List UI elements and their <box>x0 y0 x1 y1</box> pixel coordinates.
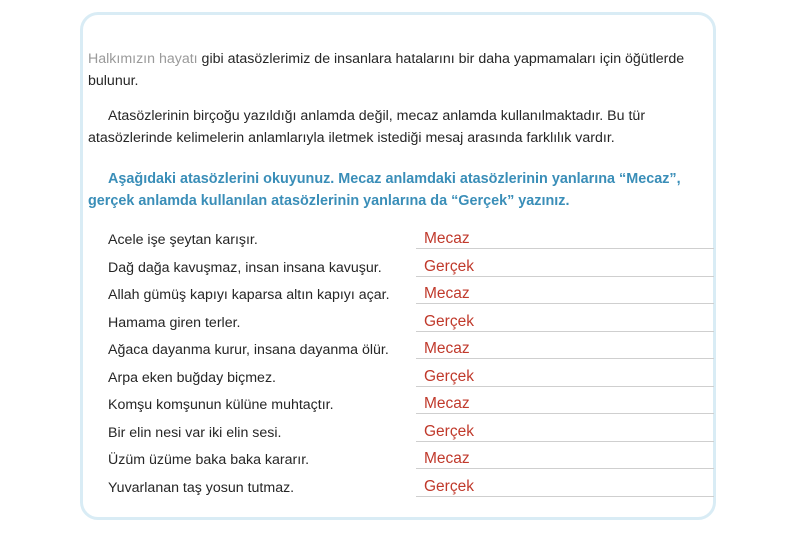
proverb-text: Acele işe şeytan karışır. <box>108 232 258 248</box>
answer-text: Mecaz <box>424 340 470 357</box>
list-item <box>108 256 714 284</box>
answer-text: Mecaz <box>424 230 470 247</box>
explanation-paragraph: Atasözlerinin birçoğu yazıldığı anlamda değil, mecaz anlamda kullanılmaktadır. Bu tür atasözlerinde kelimelerin anlamlarıyla iletmek istediği mesaj arasında farklılık vardır. <box>88 108 646 146</box>
instruction-text: Aşağıdaki atasözlerini okuyunuz. Mecaz anlamdaki atasözlerinin yanlarına “Mecaz”, gerçek anlamda kullanılan atasözlerinin yanlarına da “Gerçek” yazınız. <box>88 171 681 209</box>
answer-line[interactable] <box>416 276 714 277</box>
list-item <box>108 421 714 449</box>
proverb-text: Bir elin nesi var iki elin sesi. <box>108 424 282 441</box>
answer-text: Mecaz <box>424 450 470 467</box>
answer-line[interactable] <box>416 248 714 249</box>
proverb-text: Dağ dağa kavuşmaz, insan insana kavuşur. <box>108 259 382 276</box>
list-item <box>108 448 714 476</box>
answer-line[interactable] <box>416 413 714 414</box>
answer-line[interactable] <box>416 331 714 332</box>
answer-text: Gerçek <box>424 422 474 440</box>
answer-line[interactable] <box>416 441 714 442</box>
answer-line[interactable] <box>416 496 714 497</box>
proverb-list <box>108 228 714 503</box>
answer-text: Gerçek <box>424 477 474 495</box>
proverb-text: Üzüm üzüme baka baka kararır. <box>108 452 310 468</box>
intro-text: gibi atasözlerimiz de insanlara hatalarını bir daha yapmamaları için öğütlerde bulunur. <box>88 51 685 89</box>
intro-faded-text: Halkımızın hayatı <box>88 51 198 67</box>
answer-line[interactable] <box>416 386 714 387</box>
proverb-text: Yuvarlanan taş yosun tutmaz. <box>108 479 295 496</box>
list-item <box>108 228 714 256</box>
proverb-text: Arpa eken buğday biçmez. <box>108 369 276 386</box>
list-item <box>108 393 714 421</box>
answer-text: Gerçek <box>424 367 474 385</box>
answer-line[interactable] <box>416 468 714 469</box>
intro-paragraph <box>88 48 702 92</box>
list-item <box>108 338 714 366</box>
proverb-text: Allah gümüş kapıyı kaparsa altın kapıyı açar. <box>108 287 390 303</box>
list-item <box>108 311 714 339</box>
proverb-text: Komşu komşunun külüne muhtaçtır. <box>108 397 334 413</box>
list-item <box>108 476 714 504</box>
list-item <box>108 366 714 394</box>
answer-line[interactable] <box>416 303 714 304</box>
list-item <box>108 283 714 311</box>
proverb-text: Ağaca dayanma kurur, insana dayanma ölür. <box>108 342 389 358</box>
answer-text: Gerçek <box>424 257 474 275</box>
answer-text: Mecaz <box>424 285 470 302</box>
answer-line[interactable] <box>416 358 714 359</box>
answer-text: Mecaz <box>424 395 470 412</box>
proverb-text: Hamama giren terler. <box>108 314 241 331</box>
answer-text: Gerçek <box>424 312 474 330</box>
